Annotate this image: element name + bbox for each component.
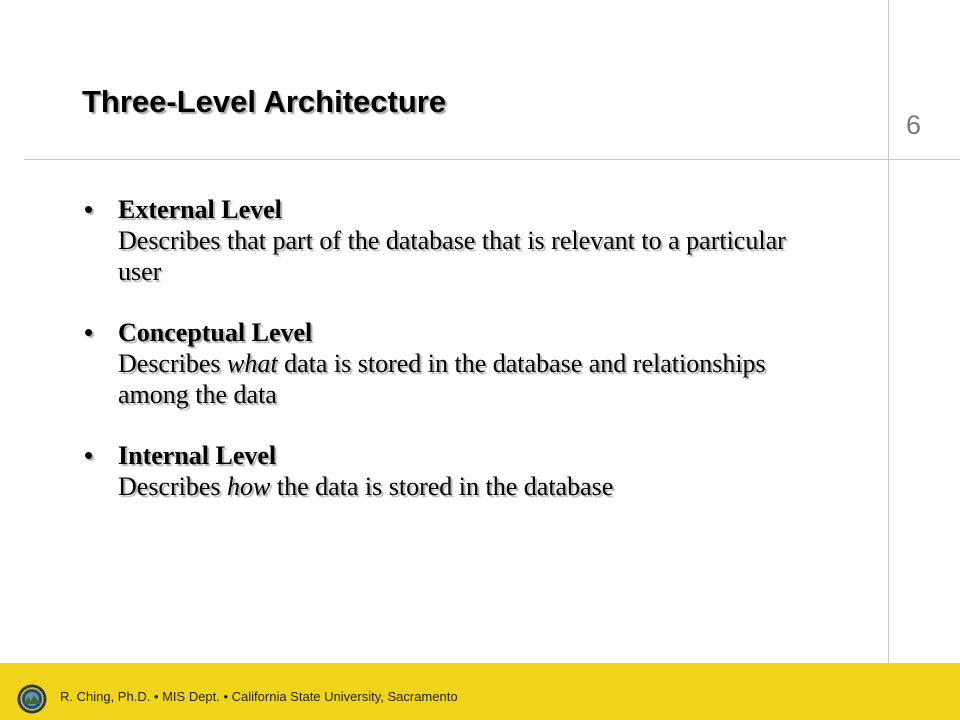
bullet-description xyxy=(118,348,824,410)
bullet-marker: • xyxy=(84,440,94,470)
bullet-item xyxy=(84,194,824,287)
description-text: Describes xyxy=(118,472,228,501)
bullet-description xyxy=(118,471,824,502)
footer-text: R. Ching, Ph.D. • MIS Dept. • California State University, Sacramento xyxy=(60,689,458,704)
description-text: Describes that part of the database that is relevant to a particular user xyxy=(118,226,786,286)
emphasis-text: what xyxy=(227,349,278,378)
title-divider xyxy=(24,159,960,160)
description-text: data is stored in the database and relationships among the data xyxy=(118,349,766,409)
bullet-heading: Conceptual Level xyxy=(118,318,313,347)
bullet-heading: External Level xyxy=(118,195,282,224)
bullet-description xyxy=(118,225,824,287)
bullet-item xyxy=(84,440,824,502)
footer-band xyxy=(0,663,960,720)
bullet-list xyxy=(84,194,824,532)
vertical-divider xyxy=(888,0,889,720)
bullet-marker: • xyxy=(84,194,94,224)
bullet-marker: • xyxy=(84,317,94,347)
bullet-heading: Internal Level xyxy=(118,441,277,470)
description-text: the data is stored in the database xyxy=(270,472,614,501)
description-text: Describes xyxy=(118,349,228,378)
university-seal-icon xyxy=(17,684,47,714)
page-number: 6 xyxy=(906,110,922,140)
slide-title: Three-Level Architecture xyxy=(82,84,447,119)
bullet-item xyxy=(84,317,824,410)
emphasis-text: how xyxy=(227,472,271,501)
